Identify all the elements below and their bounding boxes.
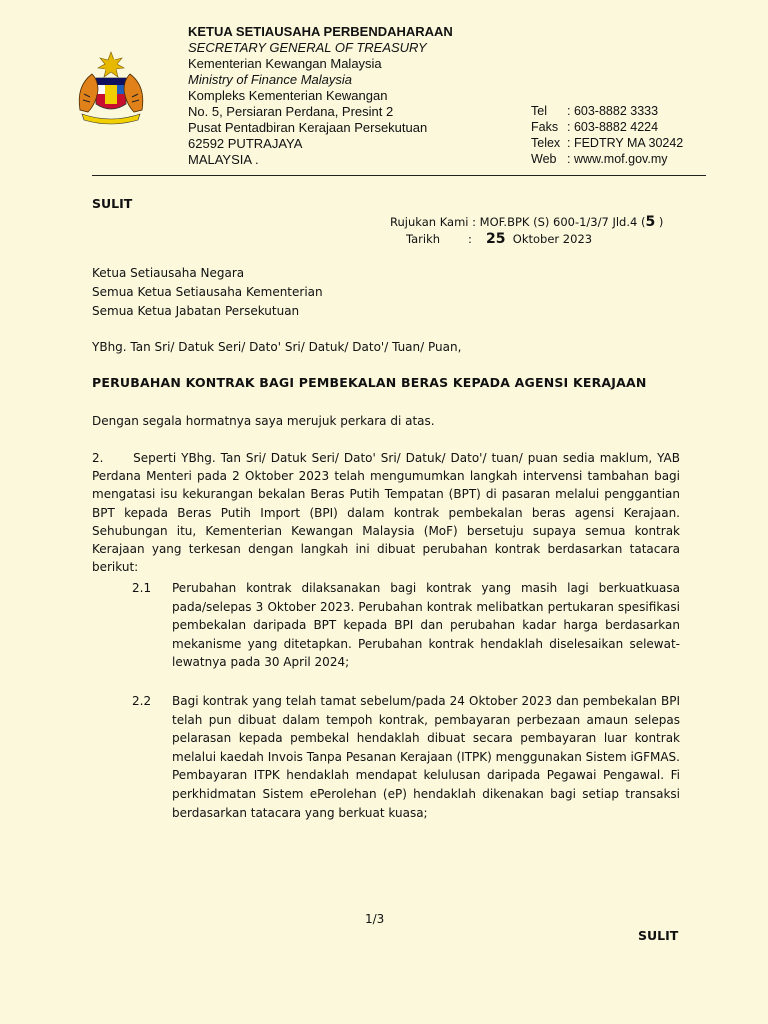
date-label: Tarikh — [406, 232, 441, 246]
recipients — [92, 264, 323, 321]
reference-label: Rujukan Kami — [390, 215, 469, 229]
page-number: 1/3 — [365, 912, 385, 926]
office-title: KETUA SETIAUSAHA PERBENDAHARAAN — [188, 24, 453, 39]
item-text: Bagi kontrak yang telah tamat sebelum/pada 24 Oktober 2023 dan pembekalan BPI telah pun dibuat dalam tempoh kontrak, pembayaran perbezaan amaun selepas pelarasan kepada pembekal hendaklah dibuat secara pembayaran luar kontrak melalui kaedah Invois Tanpa Pesanan Kerajaan (ITPK) menggunakan Sistem iGFMAS. Pembayaran ITPK hendaklah mendapat kelulusan daripada Pegawai Pengawal. Fi perkhidmatan Sistem ePerolehan (eP) hendaklah dikenakan bagi setiap transaksi berdasarkan tatacara yang berkuat kuasa; — [172, 694, 680, 820]
reference-close: ) — [658, 215, 664, 229]
contact-row — [531, 135, 683, 151]
paragraph-2: 2. Seperti YBhg. Tan Sri/ Datuk Seri/ Dato' Sri/ Datuk/ Dato'/ tuan/ puan sedia maklum, YAB Perdana Menteri pada 2 Oktober 2023 telah mengumumkan langkah intervensi tambahan bagi mengatasi isu kekurangan bekalan Beras Putih Tempatan (BPT) di pasaran melalui penggantian BPT kepada Beras Putih Import (BPI) dalam kontrak pembekalan beras agensi Kerajaan. Sehubungan itu, Kementerian Kewangan Malaysia (MoF) bersetuju supaya semua kontrak Kerajaan yang terkesan dengan langkah ini dibuat perubahan kontrak berdasarkan tatacara berikut: — [92, 451, 684, 575]
contact-label: Web — [531, 152, 557, 166]
ministry-name: Kementerian Kewangan Malaysia — [188, 56, 382, 71]
date-month-year: Oktober 2023 — [512, 232, 593, 246]
item-text: Perubahan kontrak dilaksanakan bagi kontrak yang masih lagi berkuatkuasa pada/selepas 3 Oktober 2023. Perubahan kontrak melibatkan pertukaran spesifikasi pembekalan daripada BPT kepada BPI dan perubahan kadar harga berdasarkan mekanisme yang ditetapkan. Perubahan kontrak hendaklah diselesaikan selewat-lewatnya pada 30 April 2024; — [172, 581, 680, 670]
contact-value: : 603-8882 3333 — [567, 104, 659, 118]
reference-row — [390, 214, 663, 231]
subject-heading: PERUBAHAN KONTRAK BAGI PEMBEKALAN BERAS KEPADA AGENSI KERAJAAN — [92, 375, 647, 390]
web-link[interactable]: : www.mof.gov.my — [567, 152, 668, 166]
address-line: MALAYSIA . — [188, 152, 259, 167]
recipient: Ketua Setiausaha Negara — [92, 266, 245, 280]
date-row — [390, 231, 663, 248]
office-title-en: SECRETARY GENERAL OF TREASURY — [188, 40, 427, 55]
reference-block — [390, 214, 663, 248]
list-item — [132, 692, 680, 822]
contact-value: : FEDTRY MA 30242 — [567, 136, 684, 150]
paragraph-1: Dengan segala hormatnya saya merujuk perkara di atas. — [92, 414, 435, 428]
reference-handwritten-number: 5 — [645, 214, 656, 230]
date-separator: : — [468, 232, 472, 246]
date-day: 25 — [486, 231, 506, 247]
item-number: 2.2 — [132, 694, 152, 708]
letterhead-address — [188, 24, 453, 168]
address-line: Kompleks Kementerian Kewangan — [188, 88, 388, 103]
recipient: Semua Ketua Jabatan Persekutuan — [92, 304, 300, 318]
footer-classification-label: SULIT — [638, 928, 679, 943]
reference-value: : MOF.BPK (S) 600-1/3/7 Jld.4 ( — [472, 215, 646, 229]
contact-row — [531, 103, 683, 119]
recipient: Semua Ketua Setiausaha Kementerian — [92, 285, 323, 299]
contact-row — [531, 151, 683, 167]
letterhead-divider — [92, 175, 706, 176]
contact-row — [531, 119, 683, 135]
coat-of-arms-icon — [72, 50, 150, 128]
list-item — [132, 579, 680, 672]
ministry-name-en: Ministry of Finance Malaysia — [188, 72, 352, 87]
contact-label: Telex — [531, 136, 561, 150]
address-line: Pusat Pentadbiran Kerajaan Persekutuan — [188, 120, 428, 135]
contact-value: : 603-8882 4224 — [567, 120, 659, 134]
address-line: No. 5, Persiaran Perdana, Presint 2 — [188, 104, 394, 119]
item-number: 2.1 — [132, 581, 152, 595]
salutation: YBhg. Tan Sri/ Datuk Seri/ Dato' Sri/ Datuk/ Dato'/ Tuan/ Puan, — [92, 340, 462, 354]
classification-label: SULIT — [92, 196, 133, 211]
contact-label: Tel — [531, 104, 547, 118]
address-line: 62592 PUTRAJAYA — [188, 136, 303, 151]
contact-block — [531, 103, 683, 167]
contact-label: Faks — [531, 120, 559, 134]
